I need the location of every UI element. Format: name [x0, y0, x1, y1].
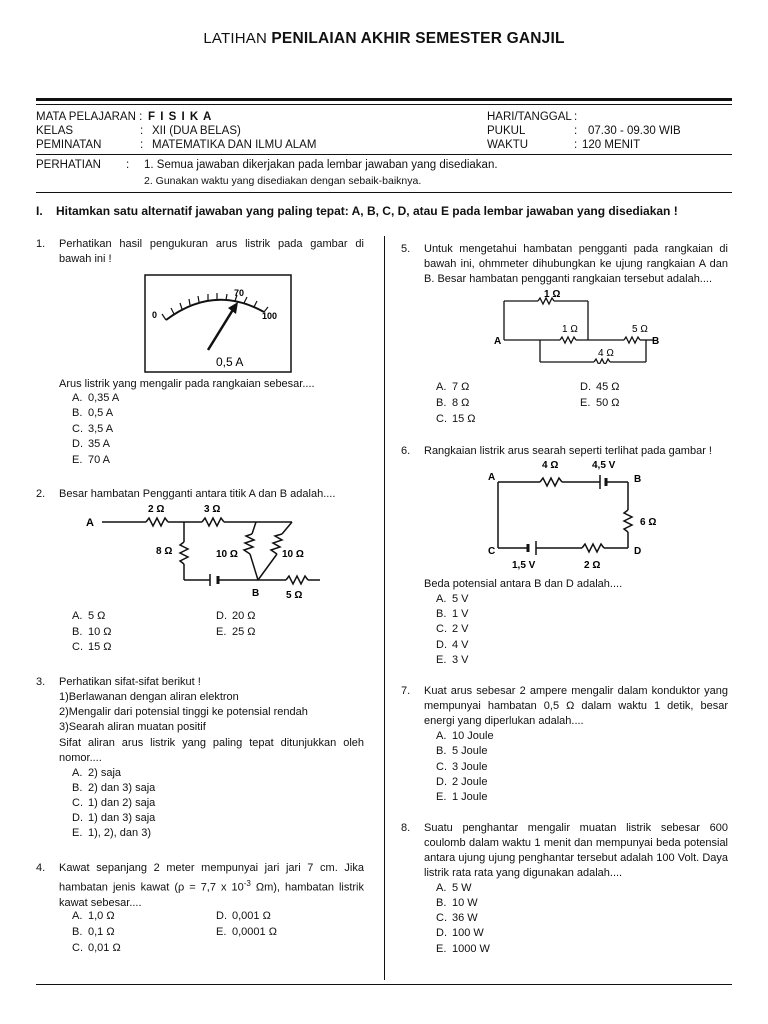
- q2-text: Besar hambatan Pengganti antara titik A dan B adalah....: [59, 488, 336, 500]
- q7-option-c: C. 3 Joule: [436, 761, 488, 773]
- q2-option-d: D. 20 Ω: [216, 610, 256, 622]
- q1-stem: Arus listrik yang mengalir pada rangkaian sebesar....: [59, 378, 315, 390]
- q1-meter-max: 100: [262, 311, 278, 321]
- q6-label-r1: 4 Ω: [542, 460, 559, 471]
- q3-item-1: 1)Berlawanan dengan aliran elektron: [59, 691, 239, 703]
- q5-label-r1: 1 Ω: [544, 289, 561, 300]
- q2-option-e: E. 25 Ω: [216, 626, 256, 638]
- q7-text: Kuat arus sebesar 2 ampere mengalir dalam konduktor yang mempunyai hambatan 0,5 Ω dalam waktu 1 detik, besar energi yang diperlukan adalah....: [424, 685, 728, 727]
- waktu-colon: :: [574, 139, 578, 151]
- q1-meter-reading: 0,5 A: [216, 355, 244, 369]
- q6-stem: Beda potensial antara B dan D adalah....: [424, 578, 623, 590]
- q4-number: 4.: [36, 862, 46, 874]
- q4-option-e: E. 0,0001 Ω: [216, 926, 277, 938]
- perhatian-label: PERHATIAN: [36, 159, 101, 171]
- q4-option-a: A. 1,0 Ω: [72, 910, 115, 922]
- q2-number: 2.: [36, 488, 46, 500]
- q5-label-b: B: [652, 336, 660, 347]
- kelas-colon: :: [140, 125, 144, 137]
- waktu-value: 120 MENIT: [582, 139, 641, 151]
- q5-option-a: A. 7 Ω: [436, 381, 470, 393]
- q2-label-r2: 3 Ω: [204, 504, 221, 515]
- q4-option-d: D. 0,001 Ω: [216, 910, 271, 922]
- q8-option-a: A. 5 W: [436, 882, 472, 894]
- pukul-label: PUKUL: [487, 125, 526, 137]
- q8-option-b: B. 10 W: [436, 897, 478, 909]
- q1-text: Perhatikan hasil pengukuran arus listrik pada gambar di bawah ini !: [59, 238, 364, 265]
- q6-option-d: D. 4 V: [436, 639, 469, 651]
- q5-option-d: D. 45 Ω: [580, 381, 620, 393]
- q2-option-c: C. 15 Ω: [72, 641, 112, 653]
- header-rule-top-thin: [36, 104, 732, 105]
- q5-number: 5.: [401, 243, 411, 255]
- page-title: [0, 30, 768, 48]
- q4-text: Kawat sepanjang 2 meter mempunyai jari jari 7 cm. Jika hambatan jenis kawat (ρ = 7,7 x $10^{-3}$ Ωm), hambatan listrik kawat sebesar....: [59, 862, 364, 909]
- q2-circuit-figure: [86, 500, 326, 604]
- q6-number: 6.: [401, 445, 411, 457]
- q2-label-a: A: [86, 517, 94, 529]
- q2-label-r4: 10 Ω: [216, 549, 238, 560]
- hari-label: HARI/TANGGAL: [487, 111, 572, 123]
- footer-rule: [36, 984, 732, 985]
- q3-option-a: A. 2) saja: [72, 767, 122, 779]
- pukul-colon: :: [574, 125, 578, 137]
- waktu-label: WAKTU: [487, 139, 529, 151]
- q6-label-v1: 4,5 V: [592, 460, 616, 471]
- q3-option-b: B. 2) dan 3) saja: [72, 782, 156, 794]
- q6-label-r2: 6 Ω: [640, 517, 657, 528]
- q7-option-e: E. 1 Joule: [436, 791, 488, 803]
- q1-option-b: B. 0,5 A: [72, 407, 114, 419]
- q5-option-b: B. 8 Ω: [436, 397, 470, 409]
- q4-option-b: B. 0,1 Ω: [72, 926, 115, 938]
- mapel-label: MATA PELAJARAN :: [36, 111, 143, 123]
- header-rule-mid: [36, 154, 732, 155]
- q5-label-r2: 1 Ω: [562, 324, 578, 335]
- q1-option-c: C. 3,5 A: [72, 423, 114, 435]
- peminatan-colon: :: [140, 139, 144, 151]
- q5-text: Untuk mengetahui hambatan pengganti pada rangkaian di bawah ini, ohmmeter dihubungkan ke ujung rangkaian A dan B. Besar hambatan pengganti rangkaian tersebut adalah....: [424, 243, 728, 285]
- q6-label-c: C: [488, 546, 496, 557]
- kelas-value: XII (DUA BELAS): [152, 125, 241, 137]
- q5-label-r3: 5 Ω: [632, 324, 648, 335]
- q1-number: 1.: [36, 238, 46, 250]
- q5-option-e: E. 50 Ω: [580, 397, 620, 409]
- perhatian-item-1: 1. Semua jawaban dikerjakan pada lembar jawaban yang disediakan.: [144, 159, 498, 171]
- peminatan-label: PEMINATAN: [36, 139, 102, 151]
- q2-option-a: A. 5 Ω: [72, 610, 106, 622]
- q6-label-b: B: [634, 474, 642, 485]
- q7-option-a: A. 10 Joule: [436, 730, 494, 742]
- q2-label-r5: 10 Ω: [282, 549, 304, 560]
- peminatan-value: MATEMATIKA DAN ILMU ALAM: [152, 139, 317, 151]
- title-prefix: LATIHAN: [203, 30, 267, 47]
- q1-meter-min: 0: [152, 310, 158, 320]
- section-instruction: I. Hitamkan satu alternatif jawaban yang paling tepat: A, B, C, D, atau E pada lembar jawaban yang disediakan !: [36, 204, 678, 218]
- perhatian-item-2: 2. Gunakan waktu yang disediakan dengan sebaik-baiknya.: [144, 175, 422, 187]
- q6-option-e: E. 3 V: [436, 654, 469, 666]
- q1-meter-mid: 70: [234, 288, 245, 298]
- q8-option-d: D. 100 W: [436, 927, 484, 939]
- q6-circuit-figure: [484, 456, 684, 572]
- q5-label-a: A: [494, 336, 502, 347]
- q3-text: Perhatikan sifat-sifat berikut !: [59, 676, 201, 688]
- q3-item-3: 3)Searah aliran muatan positif: [59, 721, 206, 733]
- q6-label-v2: 1,5 V: [512, 560, 536, 571]
- q8-number: 8.: [401, 822, 411, 834]
- q3-stem: Sifat aliran arus listrik yang paling tepat ditunjukkan oleh nomor....: [59, 737, 364, 764]
- q7-number: 7.: [401, 685, 411, 697]
- q7-option-d: D. 2 Joule: [436, 776, 488, 788]
- q3-number: 3.: [36, 676, 46, 688]
- column-divider: [384, 236, 385, 980]
- q6-label-a: A: [488, 472, 496, 483]
- q7-option-b: B. 5 Joule: [436, 745, 488, 757]
- q5-circuit-figure: [494, 284, 666, 364]
- q5-label-r4: 4 Ω: [598, 348, 614, 359]
- q1-ammeter-figure: [144, 274, 292, 374]
- q6-option-b: B. 1 V: [436, 608, 469, 620]
- q1-option-e: E. 70 A: [72, 454, 111, 466]
- q4-option-c: C. 0,01 Ω: [72, 942, 121, 954]
- q3-item-2: 2)Mengalir dari potensial tinggi ke potensial rendah: [59, 706, 308, 718]
- title-main: PENILAIAN AKHIR SEMESTER GANJIL: [271, 30, 565, 47]
- q8-text: Suatu penghantar mengalir muatan listrik sebesar 600 coulomb dalam waktu 1 menit dan mempunyai beda potensial antara ujung ujung penghantar tersebut adalah 100 Volt. Daya listrik rata rata yang digunakan adalah....: [424, 822, 728, 879]
- q5-option-c: C. 15 Ω: [436, 413, 476, 425]
- header-rule-top: [36, 98, 732, 101]
- pukul-value: 07.30 - 09.30 WIB: [588, 125, 681, 137]
- q1-option-a: A. 0,35 A: [72, 392, 120, 404]
- q2-option-b: B. 10 Ω: [72, 626, 112, 638]
- q6-text: Rangkaian listrik arus searah seperti terlihat pada gambar !: [424, 445, 712, 457]
- q3-option-e: E. 1), 2), dan 3): [72, 827, 151, 839]
- q3-option-d: D. 1) dan 3) saja: [72, 812, 156, 824]
- header-rule-bottom: [36, 192, 732, 193]
- q1-option-d: D. 35 A: [72, 438, 111, 450]
- q8-option-e: E. 1000 W: [436, 943, 490, 955]
- kelas-label: KELAS: [36, 125, 74, 137]
- perhatian-colon: :: [126, 159, 130, 171]
- q2-label-r3: 8 Ω: [156, 546, 173, 557]
- mapel-value: F I S I K A: [148, 111, 213, 123]
- q2-label-b: B: [252, 588, 260, 599]
- q6-label-d: D: [634, 546, 642, 557]
- q3-option-c: C. 1) dan 2) saja: [72, 797, 156, 809]
- hari-colon: :: [574, 111, 578, 123]
- q2-label-r6: 5 Ω: [286, 590, 303, 601]
- q6-label-r3: 2 Ω: [584, 560, 601, 571]
- q6-option-a: A. 5 V: [436, 593, 469, 605]
- q8-option-c: C. 36 W: [436, 912, 478, 924]
- q6-option-c: C. 2 V: [436, 623, 469, 635]
- q2-label-r1: 2 Ω: [148, 504, 165, 515]
